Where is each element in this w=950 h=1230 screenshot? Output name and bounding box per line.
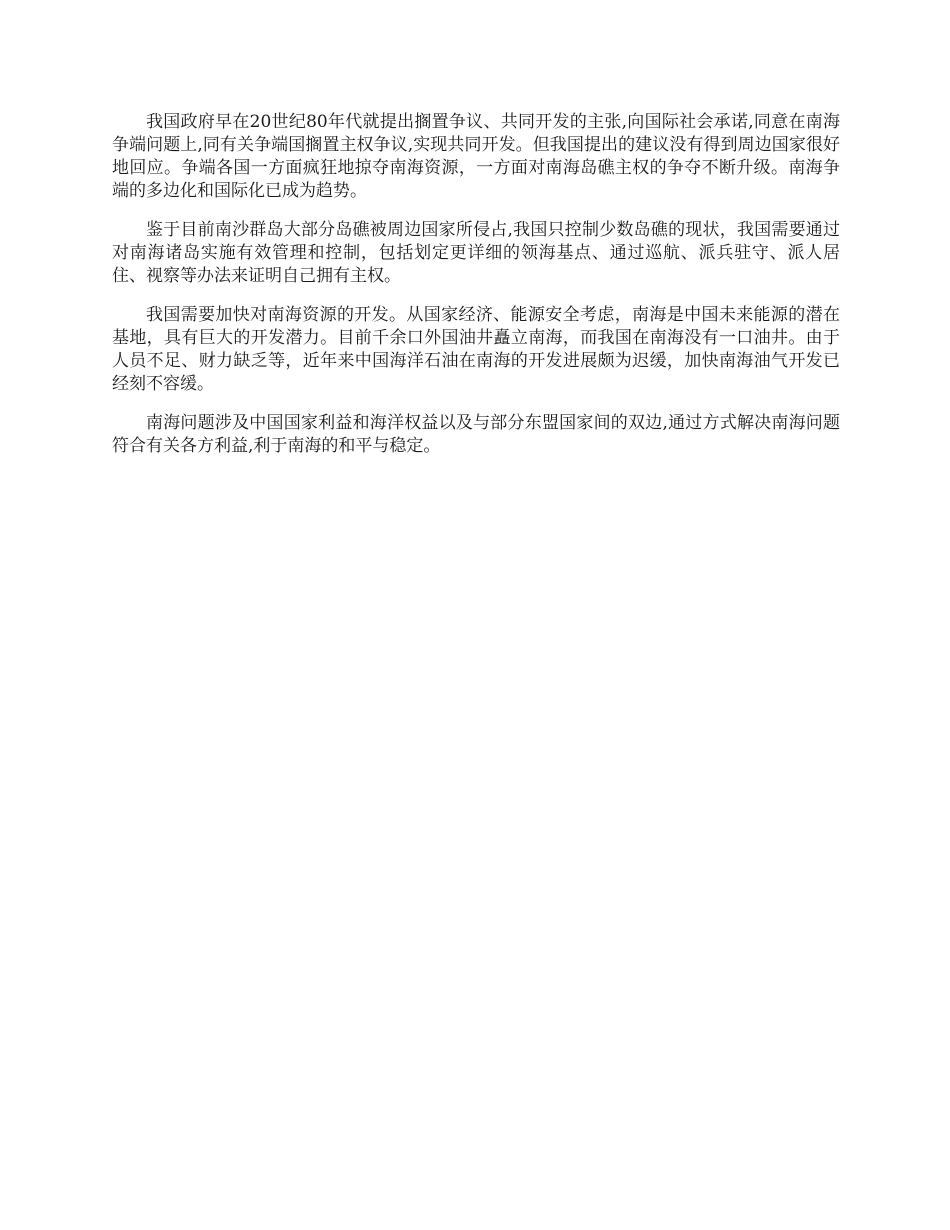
- paragraph-resource-development: 我国需要加快对南海资源的开发。从国家经济、能源安全考虑，南海是中国未来能源的潜在基地，具有巨大的开发潜力。目前千余口外国油井矗立南海，而我国在南海没有一口油井。由于人员不足、财力缺乏等，近年来中国海洋石油在南海的开发进展颇为迟缓，加快南海油气开发已经刻不容缓。: [112, 305, 840, 394]
- document-body: [112, 111, 840, 474]
- paragraph-bilateral-resolution: 南海问题涉及中国国家利益和海洋权益以及与部分东盟国家间的双边,通过方式解决南海问题符合有关各方利益,利于南海的和平与稳定。: [112, 413, 840, 456]
- paragraph-dispute-shelving: 我国政府早在20世纪80年代就提出搁置争议、共同开发的主张,向国际社会承诺,同意在南海争端问题上,同有关争端国搁置主权争议,实现共同开发。但我国提出的建议没有得到周边国家很好地回应。争端各国一方面疯狂地掠夺南海资源，一方面对南海岛礁主权的争夺不断升级。南海争端的多边化和国际化已成为趋势。: [112, 112, 840, 201]
- paragraph-sovereignty-control: 鉴于目前南沙群岛大部分岛礁被周边国家所侵占,我国只控制少数岛礁的现状，我国需要通过对南海诸岛实施有效管理和控制，包括划定更详细的领海基点、通过巡航、派兵驻守、派人居住、视察等办法来证明自己拥有主权。: [112, 220, 840, 286]
